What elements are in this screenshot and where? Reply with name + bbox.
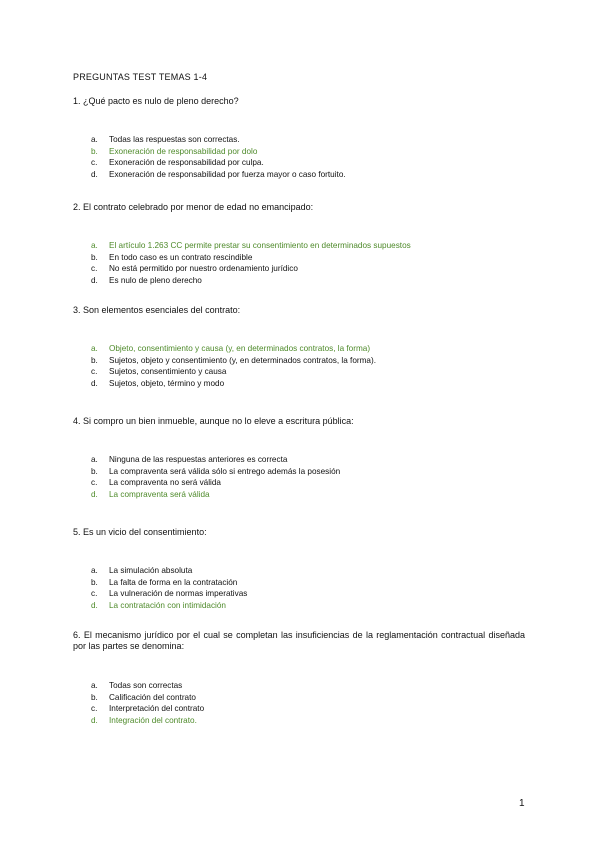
answer-option: c. Interpretación del contrato xyxy=(91,704,205,714)
answer-list xyxy=(73,134,346,180)
answer-option-correct: a. El artículo 1.263 CC permite prestar su consentimiento en determinados supuestos xyxy=(91,241,411,250)
answer-option: b. Calificación del contrato xyxy=(91,692,196,702)
answer-option: c. La compraventa no será válida xyxy=(91,478,221,488)
answer-option: a. La simulación absoluta xyxy=(91,566,193,575)
answer-option: b. En todo caso es un contrato rescindible xyxy=(91,252,253,262)
answer-option-correct: d. Integración del contrato. xyxy=(91,715,197,725)
question-5 xyxy=(73,527,247,611)
answer-option: d. Exoneración de responsabilidad por fuerza mayor o caso fortuito. xyxy=(91,169,346,179)
answer-option: c. No está permitido por nuestro ordenamiento jurídico xyxy=(91,264,298,274)
answer-list xyxy=(73,240,411,286)
answer-option-correct: b. Exoneración de responsabilidad por dolo xyxy=(91,146,258,156)
question-4 xyxy=(73,416,354,500)
question-text: 5. Es un vicio del consentimiento: xyxy=(73,527,207,537)
answer-option-correct: d. La compraventa será válida xyxy=(91,489,210,499)
answer-list xyxy=(73,454,354,500)
question-6 xyxy=(73,630,525,726)
question-text: 3. Son elementos esenciales del contrato: xyxy=(73,305,241,315)
answer-option: a. Todas son correctas xyxy=(91,681,183,690)
answer-option: c. Sujetos, consentimiento y causa xyxy=(91,367,227,377)
page-title: PREGUNTAS TEST TEMAS 1-4 xyxy=(73,72,208,82)
question-text: 4. Si compro un bien inmueble, aunque no lo eleve a escritura pública: xyxy=(73,416,354,426)
answer-option: a. Ninguna de las respuestas anteriores es correcta xyxy=(91,455,288,464)
question-3 xyxy=(73,305,376,389)
answer-option: b. La compraventa será válida sólo si entrego además la posesión xyxy=(91,466,341,476)
answer-list xyxy=(73,680,525,726)
answer-option: b. Sujetos, objeto y consentimiento (y, en determinados contratos, la forma). xyxy=(91,355,376,365)
question-text: 2. El contrato celebrado por menor de edad no emancipado: xyxy=(73,202,314,212)
answer-option: c. La vulneración de normas imperativas xyxy=(91,589,248,599)
answer-option: b. La falta de forma en la contratación xyxy=(91,577,238,587)
answer-option: a. Todas las respuestas son correctas. xyxy=(91,135,240,144)
answer-option: d. Es nulo de pleno derecho xyxy=(91,275,202,285)
answer-option-correct: d. La contratación con intimidación xyxy=(91,600,226,610)
question-text: 1. ¿Qué pacto es nulo de pleno derecho? xyxy=(73,96,239,106)
question-1 xyxy=(73,96,346,180)
answer-option-correct: a. Objeto, consentimiento y causa (y, en determinados contratos, la forma) xyxy=(91,344,371,353)
question-2 xyxy=(73,202,411,286)
answer-list xyxy=(73,343,376,389)
answer-list xyxy=(73,565,247,611)
answer-option: d. Sujetos, objeto, término y modo xyxy=(91,378,225,388)
page-number: 1 xyxy=(519,798,525,809)
question-text: 6. El mecanismo jurídico por el cual se completan las insuficiencias de la reglamentación contractual diseñada por las partes se denomina: xyxy=(73,630,525,651)
answer-option: c. Exoneración de responsabilidad por culpa. xyxy=(91,158,264,168)
